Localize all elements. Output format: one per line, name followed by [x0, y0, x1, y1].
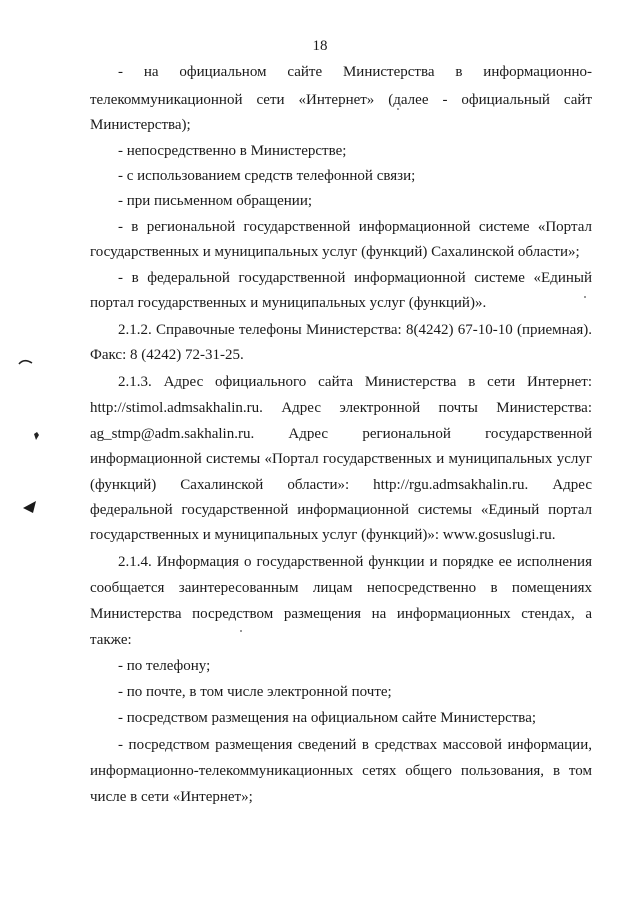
text-line: http://stimol.admsakhalin.ru. Адрес электронной почты Министерства:: [90, 400, 592, 416]
text-line: Министерства посредством размещения на информационных стендах, а: [90, 606, 592, 622]
text-line: - при письменном обращении;: [118, 193, 313, 209]
text-line: - посредством размещения на официальном сайте Министерства;: [118, 710, 537, 726]
text-line: государственных и муниципальных услуг (функций)»: www.gosuslugi.ru.: [90, 527, 556, 543]
text-line: - по почте, в том числе электронной почте;: [118, 684, 392, 700]
text-line: - посредством размещения сведений в средствах массовой информации,: [118, 737, 592, 753]
text-line: ag_stmp@adm.sakhalin.ru. Адрес региональной государственной: [90, 426, 592, 442]
text-line: Министерства);: [90, 117, 191, 133]
text-line: (функций) Сахалинской области»: http://rgu.admsakhalin.ru. Адрес: [90, 477, 592, 493]
text-line: - непосредственно в Министерстве;: [118, 143, 347, 159]
scan-speck: [397, 108, 399, 110]
text-line: 2.1.2. Справочные телефоны Министерства: 8(4242) 67-10-10 (приемная).: [118, 322, 592, 338]
scan-speck: [584, 296, 586, 298]
text-line: также:: [90, 632, 132, 648]
text-line: информационной системы «Портал государственных и муниципальных услуг: [90, 451, 592, 467]
text-line: портал государственных и муниципальных услуг (функций)».: [90, 295, 487, 311]
text-line: - в региональной государственной информационной системе «Портал: [118, 219, 592, 235]
text-line: государственных и муниципальных услуг (функций) Сахалинской области»;: [90, 244, 580, 260]
page-number: 18: [312, 38, 328, 54]
text-line: 2.1.3. Адрес официального сайта Министерства в сети Интернет:: [118, 374, 592, 390]
text-line: 2.1.4. Информация о государственной функции и порядке ее исполнения: [118, 554, 592, 570]
text-line: телекоммуникационной сети «Интернет» (далее - официальный сайт: [90, 92, 592, 108]
text-line: - по телефону;: [118, 658, 211, 674]
scan-speck: [240, 630, 242, 632]
text-line: - на официальном сайте Министерства в информационно-: [118, 64, 592, 80]
triangle-mark-icon: [22, 500, 38, 514]
text-line: Факс: 8 (4242) 72-31-25.: [90, 347, 244, 363]
text-line: - с использованием средств телефонной связи;: [118, 168, 416, 184]
scan-mark-icon: [33, 431, 41, 441]
text-line: федеральной государственной информационной системы «Единый портал: [90, 502, 592, 518]
scan-mark-icon: [18, 358, 34, 366]
text-line: информационно-телекоммуникационных сетях общего пользования, в том: [90, 763, 592, 779]
text-line: числе в сети «Интернет»;: [90, 789, 253, 805]
text-line: сообщается заинтересованным лицам непосредственно в помещениях: [90, 580, 592, 596]
text-line: - в федеральной государственной информационной системе «Единый: [118, 270, 592, 286]
